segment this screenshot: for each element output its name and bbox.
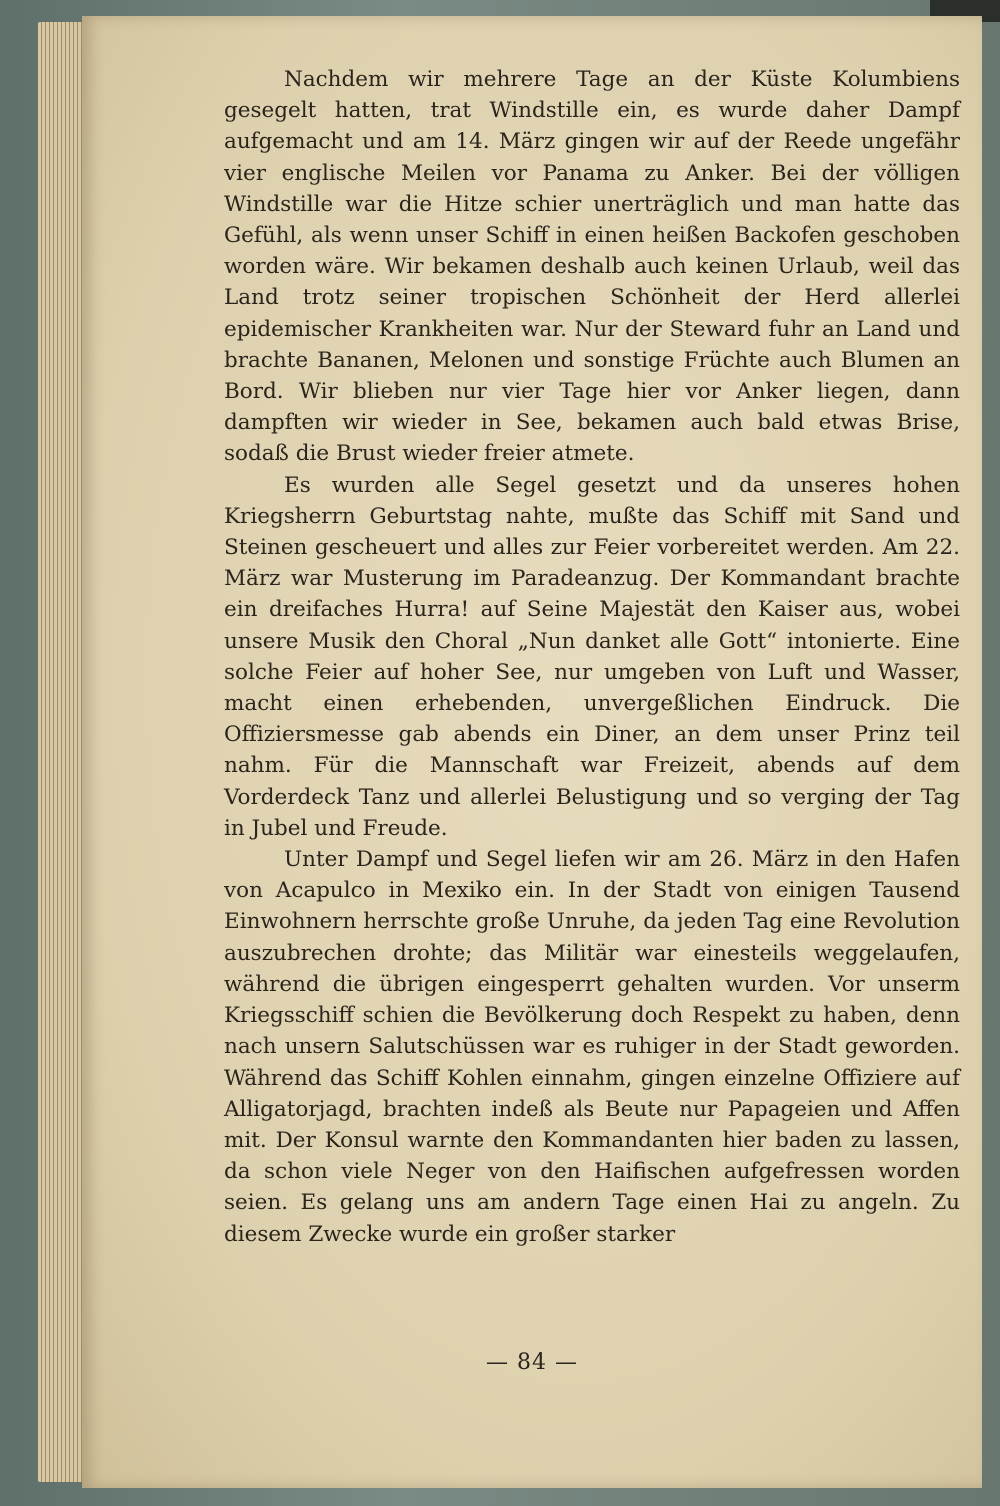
page-number: — 84 —	[486, 1350, 578, 1375]
paragraph-2: Es wurden alle Segel gesetzt und da unseres hohen Kriegsherrn Geburtstag nahte, mußte das Schiff mit Sand und Steinen gescheuert und alles zur Feier vorbereitet werden. Am 22. März war Musterung im Paradeanzug. Der Kommandant brachte ein dreifaches Hurra! auf Seine Majestät den Kaiser aus, wobei unsere Musik den Choral „Nun danket alle Gott“ intonierte. Eine solche Feier auf hoher See, nur umgeben von Luft und Wasser, macht einen erhebenden, unvergeßlichen Eindruck. Die Offiziersmesse gab abends ein Diner, an dem unser Prinz teil nahm. Für die Mannschaft war Freizeit, abends auf dem Vorderdeck Tanz und allerlei Belustigung und so verging der Tag in Jubel und Freude.	[224, 472, 960, 841]
paragraph-1: Nachdem wir mehrere Tage an der Küste Kolumbiens gesegelt hatten, trat Windstille ein, es wurde daher Dampf aufgemacht und am 14. März gingen wir auf der Reede ungefähr vier englische Meilen vor Panama zu Anker. Bei der völligen Windstille war die Hitze schier unerträglich und man hatte das Gefühl, als wenn unser Schiff in einen heißen Backofen geschoben worden wäre. Wir bekamen deshalb auch keinen Urlaub, weil das Land trotz seiner tropischen Schönheit der Herd allerlei epidemischer Krankheiten war. Nur der Steward fuhr an Land und brachte Bananen, Melonen und sonstige Früchte auch Blumen an Bord. Wir blieben nur vier Tage hier vor Anker liegen, dann dampften wir wieder in See, bekamen auch bald etwas Brise, sodaß die Brust wieder freier atmete.	[224, 67, 960, 467]
body-text	[224, 64, 960, 1250]
paragraph-3: Unter Dampf und Segel liefen wir am 26. März in den Hafen von Acapulco in Mexiko ein. In der Stadt von einigen Tausend Einwohnern herrschte große Unruhe, da jeden Tag eine Revolution auszubrechen drohte; das Militär war einesteils weggelaufen, während die übrigen eingesperrt gehalten wurden. Vor unserm Kriegsschiff schien die Bevölkerung doch Respekt zu haben, denn nach unsern Salutschüssen war es ruhiger in der Stadt geworden. Während das Schiff Kohlen einnahm, gingen einzelne Offiziere auf Alligatorjagd, brachten indeß als Beute nur Papageien und Affen mit. Der Konsul warnte den Kommandanten hier baden zu lassen, da schon viele Neger von den Haifischen aufgefressen worden seien. Es gelang uns am andern Tage einen Hai zu angeln. Zu diesem Zwecke wurde ein großer starker	[224, 847, 960, 1247]
book-page	[82, 16, 982, 1488]
